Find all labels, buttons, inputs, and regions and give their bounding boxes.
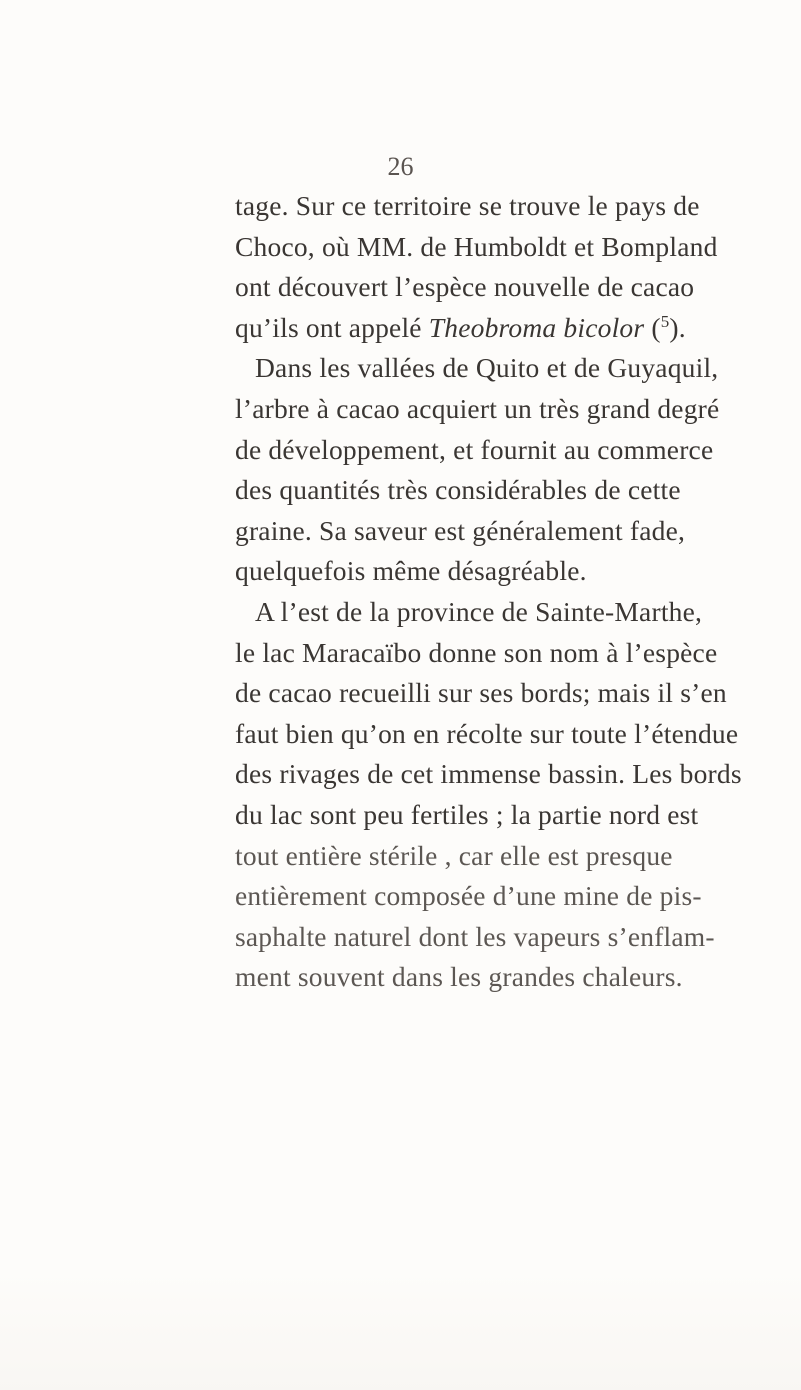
text-line: graine. Sa saveur est généralement fade, bbox=[235, 514, 686, 546]
text-line: de développement, et fournit au commerce bbox=[235, 433, 714, 465]
text-line: saphalte naturel dont les vapeurs s’enflam- bbox=[235, 920, 715, 952]
page-edge-shading bbox=[0, 1270, 801, 1390]
text-line: ont découvert l’espèce nouvelle de cacao bbox=[235, 271, 695, 303]
text-fragment: ( bbox=[644, 311, 661, 343]
text-line: tout entière stérile , car elle est presque bbox=[235, 839, 673, 871]
text-line: Dans les vallées de Quito et de Guyaquil, bbox=[255, 352, 719, 384]
text-line: A l’est de la province de Sainte-Marthe, bbox=[255, 595, 703, 627]
body-text bbox=[235, 186, 742, 998]
text-line-with-species-name bbox=[235, 308, 686, 349]
text-line: des rivages de cet immense bassin. Les bords bbox=[235, 758, 742, 790]
text-line: quelquefois même désagréable. bbox=[235, 555, 587, 587]
text-line: ment souvent dans les grandes chaleurs. bbox=[235, 961, 683, 993]
text-line: du lac sont peu fertiles ; la partie nord est bbox=[235, 798, 699, 830]
text-fragment: qu’ils ont appelé bbox=[235, 311, 429, 343]
text-line: l’arbre à cacao acquiert un très grand degré bbox=[235, 392, 720, 424]
page-number: 26 bbox=[387, 152, 414, 181]
text-line: entièrement composée d’une mine de pis- bbox=[235, 880, 702, 912]
text-line: le lac Maracaïbo donne son nom à l’espèce bbox=[235, 636, 718, 668]
text-line: Choco, où MM. de Humboldt et Bompland bbox=[235, 230, 718, 262]
text-line: de cacao recueilli sur ses bords; mais il s’en bbox=[235, 677, 727, 709]
text-line: tage. Sur ce territoire se trouve le pays de bbox=[235, 190, 700, 221]
text-line: faut bien qu’on en récolte sur toute l’étendue bbox=[235, 717, 739, 749]
species-name: Theobroma bicolor bbox=[428, 311, 645, 343]
text-line: des quantités très considérables de cette bbox=[235, 474, 681, 506]
text-fragment: ). bbox=[669, 311, 686, 343]
footnote-reference: 5 bbox=[660, 311, 670, 331]
